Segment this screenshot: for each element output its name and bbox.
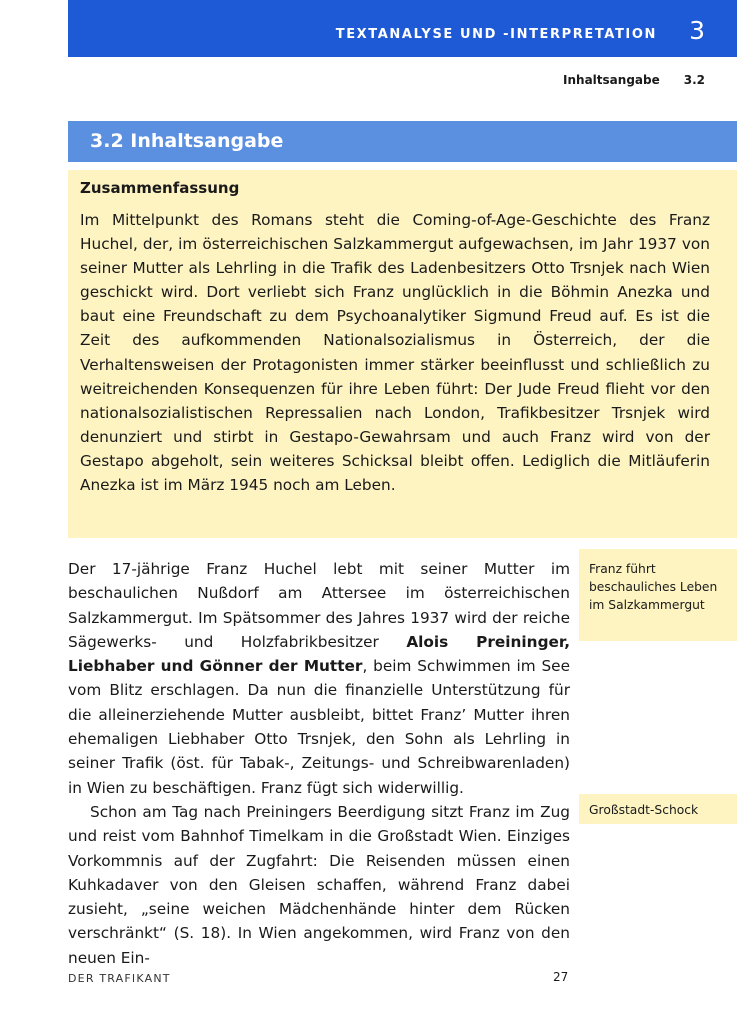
page-number: 27 — [553, 970, 569, 984]
body-paragraph: Schon am Tag nach Preiningers Beerdigung sitzt Franz im Zug und reist vom Bahnhof Timelkam in die Großstadt Wien. Einziges Vorkommnis auf der Zugfahrt: Die Reisenden müssen einen Kuhkadaver von den Gleisen schaffen, während Franz dabei zusieht, „seine weichen Mädchenhände hinter dem Rücken verschränkt“ (S. 18). In Wien angekommen, wird Franz von den neuen Ein- — [68, 802, 570, 967]
summary-box — [68, 170, 737, 538]
body-paragraph-part: Der 17-jährige Franz Huchel lebt mit seiner Mutter im beschaulichen Nußdorf am Attersee im österreichischen Salzkammergut. Im Spätsommer des Jahres 1937 wird der reiche Sägewerks- und Holzfabrikbesitzer — [68, 560, 570, 651]
running-header — [563, 73, 705, 87]
footer-book-title: DER TRAFIKANT — [68, 972, 171, 985]
body-paragraph-part: , beim Schwimmen im See vom Blitz erschlagen. Da nun die finanzielle Unterstützung für die alleinerziehende Mutter ausbleibt, bittet Franz’ Mutter ihren ehemaligen Liebhaber Otto Trsnjek, den Sohn als Lehrling in seiner Trafik (öst. für Tabak-, Zeitungs- und Schreibwarenladen) in Wien zu beschäftigen. Franz fügt sich widerwillig. — [68, 657, 570, 797]
body-text — [68, 557, 570, 970]
body-emphasis: Alois Preininger, Liebhaber und Gönner der Mutter — [68, 632, 570, 676]
chapter-title: TEXTANALYSE UND -INTERPRETATION — [335, 27, 657, 42]
section-title: 3.2 Inhaltsangabe — [90, 130, 284, 152]
chapter-number: 3 — [689, 16, 705, 45]
margin-note — [579, 549, 737, 641]
margin-note-text: Franz führt beschauliches Leben im Salzkammergut — [589, 562, 718, 613]
running-section-title: Inhaltsangabe — [563, 73, 660, 87]
section-heading-bar — [68, 121, 737, 162]
margin-note-text: Großstadt-Schock — [589, 803, 699, 817]
summary-heading: Zusammenfassung — [80, 179, 240, 197]
body-paragraph — [68, 557, 570, 800]
summary-text: Im Mittelpunkt des Romans steht die Coming-of-Age-Geschichte des Franz Huchel, der, im österreichischen Salzkammergut aufgewachsen, im Jahr 1937 von seiner Mutter als Lehrling in die Trafik des Ladenbesitzers Otto Trsnjek nach Wien geschickt wird. Dort verliebt sich Franz unglücklich in die Böhmin Anezka und baut eine Freundschaft zu dem Psychoanalytiker Sigmund Freud auf. Es ist die Zeit des aufkommenden Nationalsozialismus in Österreich, der die Verhaltensweisen der Protagonisten immer stärker beeinflusst und schließlich zu weitreichenden Konsequenzen für ihre Leben führt: Der Jude Freud flieht vor den nationalsozialistischen Repressalien nach London, Trafikbesitzer Trsnjek wird denunziert und stirbt in Gestapo-Gewahrsam und auch Franz wird von der Gestapo abgeholt, sein weiteres Schicksal bleibt offen. Lediglich die Mitläuferin Anezka ist im März 1945 noch am Leben. — [80, 211, 710, 495]
running-section-number: 3.2 — [683, 73, 705, 87]
chapter-header-bar — [68, 0, 737, 57]
margin-note — [579, 794, 737, 824]
